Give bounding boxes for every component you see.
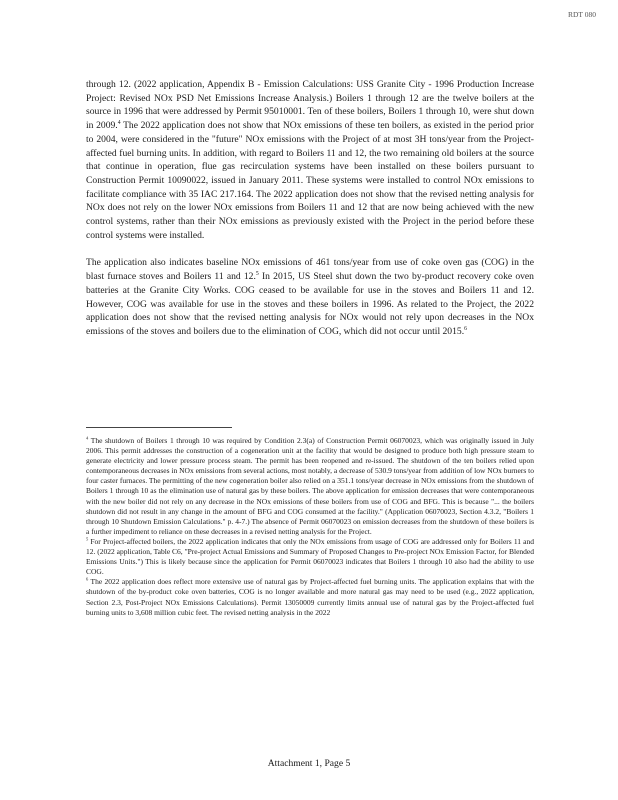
- page-footer: Attachment 1, Page 5: [267, 758, 351, 769]
- page-id: RDT 080: [568, 10, 596, 19]
- footnote-mark: 6: [464, 325, 467, 332]
- paragraph: The application also indicates baseline NOx emissions of 461 tons/year from use of coke oven gas (COG) in the blast furnace stoves and Boilers 11 and 12.$^5$ In 2015, US Steel shut down the two by-product recovery coke oven batteries at the Granite City Works. COG ceased to be available for use in the stoves and Boilers 11 and 12. However, COG was available for use in the stoves and these boilers in 1996. As related to the Project, the 2022 application does not show that the revised netting analysis for NOx would not rely upon decreases in the NOx emissions of the stoves and boilers due to the elimination of COG, which did not occur until 2015.$^6$: [86, 257, 534, 337]
- footnote-mark: 4: [117, 119, 121, 126]
- footnotes: [86, 436, 534, 618]
- footnote-separator: [86, 427, 232, 428]
- footnote: $^4$ The shutdown of Boilers 1 through 10 was required by Condition 2.3(a) of Construction Permit 06070023, which was originally issued in July 2006. This permit addresses the construction of a cogeneration unit at the facility that would be designed to produce both high pressure steam to generate electricity and lower pressure process steam. The permit has been reopened and re-issued. The shutdown of the ten boilers relied upon contemporaneous decreases in NOx emissions from several actions, most notably, a decrease of 530.9 tons/year from addition of low NOx burners to four caster furnaces. The permitting of the new cogeneration boiler also relied on a 351.1 tons/year decrease in NOx emissions from the shutdown of Boilers 1 through 10 as the elimination use of natural gas by these boilers. The above application for emission decreases that were contemporaneous with the new boiler did not rely on any decrease in the NOx emissions of these boilers from use of COG and BFG. This is because "... the boilers shutdown did not result in any change in the amount of BFG and COG consumed at the facility." (Application 06070023, Section 4.3.2, "Boilers 1 through 10 Shutdown Emission Calculations." p. 4-7.) The absence of Permit 06070023 on emission decreases from the shutdown of these boilers is a further impediment to reliance on these decreases in a revised netting analysis for the Project.: [86, 435, 534, 536]
- paragraph: through 12. (2022 application, Appendix B - Emission Calculations: USS Granite City - 1996 Production Increase Project: Revised NOx PSD Net Emissions Increase Analysis.) Boilers 1 through 12 are the twelve boilers at the source in 1996 that were addressed by Permit 95010001. Ten of these boilers, Boilers 1 through 10, were shut down in 2009.$^4$ The 2022 application does not show that NOx emissions of these ten boilers, as existed in the period prior to 2004, were considered in the "future" NOx emissions with the Project of at most 3H tons/year from the Project-affected fuel burning units. In addition, with regard to Boilers 11 and 12, the two remaining old boilers at the source that continue in operation, flue gas recirculation systems have been installed on these boilers pursuant to Construction Permit 10090022, issued in January 2011. These systems were installed to control NOx emissions to facilitate compliance with 35 IAC 217.164. The 2022 application does not show that the revised netting analysis for NOx does not rely on the lower NOx emissions from Boilers 11 and 12 that are now being achieved with the new control systems, rather than their NOx emissions as previously existed with the Project in the period before these control systems were installed.: [86, 79, 534, 241]
- body-text: [86, 78, 534, 353]
- footnote-mark: 5: [255, 270, 259, 277]
- footnote: $^6$ The 2022 application does reflect more extensive use of natural gas by Project-affected fuel burning units. The application explains that with the shutdown of the by-product coke oven batteries, COG is no longer available and more natural gas may need to be used (e.g., 2022 application, Section 2.3, Post-Project NOx Emissions Calculations). Permit 13050009 currently limits annual use of natural gas by the Project-affected fuel burning units to 3,608 million cubic feet. The revised netting analysis in the 2022: [86, 576, 534, 617]
- footnote: $^5$ For Project-affected boilers, the 2022 application indicates that only the NOx emissions from usage of COG are addressed only for Boilers 11 and 12. (2022 application, Table C6, "Pre-project Actual Emissions and Summary of Proposed Changes to Pre-project NOx Emission Factor, for Blended Emissions Units.") This is likely because since the application for Permit 06070023 indicates that Boilers 1 through 10 also had the ability to use COG.: [86, 536, 534, 577]
